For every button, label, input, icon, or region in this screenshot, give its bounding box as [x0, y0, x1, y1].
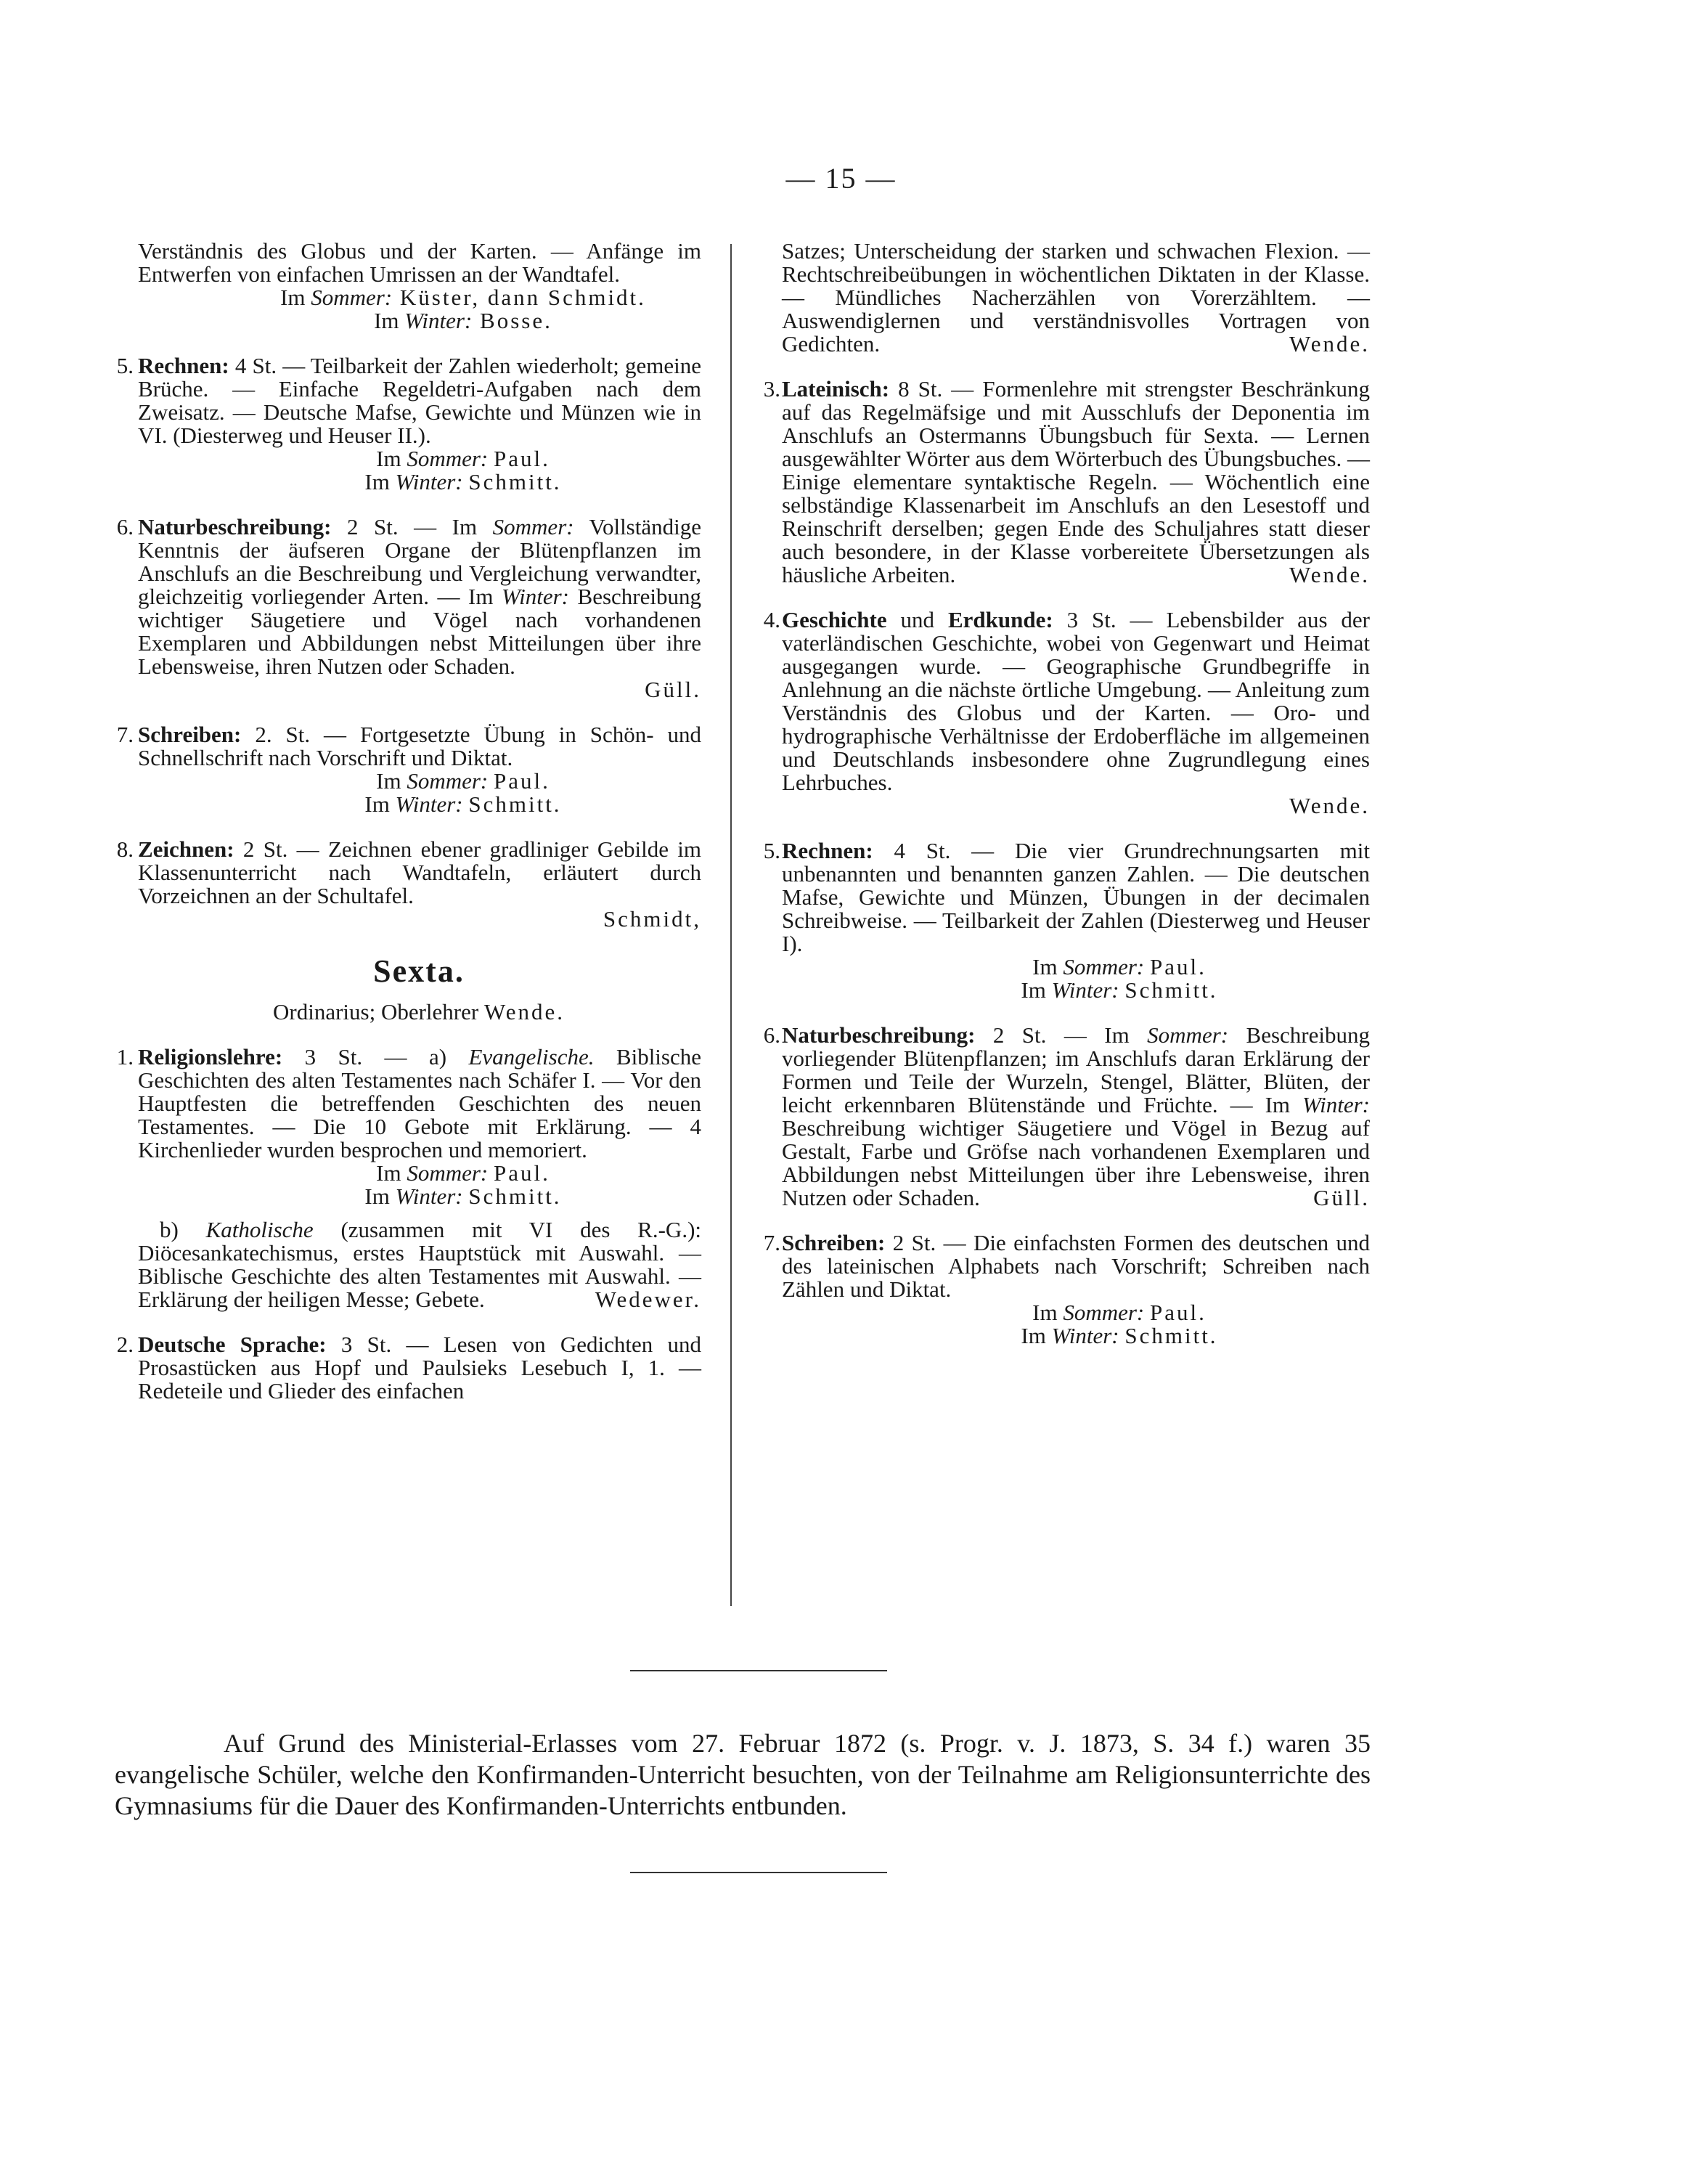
im-label: Im: [376, 446, 407, 471]
item-body: 2 St. — Im: [975, 1022, 1148, 1048]
item-text: [782, 1231, 1370, 1301]
sommer-label: Sommer:: [1063, 1300, 1145, 1325]
intro-winter-line: [138, 309, 701, 333]
item-body: 8 St. — Formenlehre mit strengster Beschränkung auf das Regelmäfsige und mit Ausschlufs der Deponentia im Anschlufs an Ostermanns Übungsbuch für Sexta. — Lernen ausgewählter Wörter aus dem Wörterbuch des Übungsbuches. — Einige elementare syntaktische Regeln. — Wöchentlich eine selbständige Klassenarbeit im Anschlufs an den Lesestoff und Reinschrift derselben; gegen Ende des Schuljahres statt dieser auch besondere, in der Klasse vorbereitete Übersetzungen als häusliche Arbeiten.: [782, 376, 1370, 587]
sommer-label: Sommer:: [407, 768, 489, 794]
section-title: Sexta.: [373, 953, 465, 989]
subject-heading: Rechnen:: [782, 838, 873, 863]
sommer-line: [782, 956, 1370, 979]
im-label: Im: [376, 1160, 407, 1186]
item-number: 5.: [763, 838, 780, 863]
item-body: 3 St. — a): [282, 1044, 469, 1069]
teacher-name: Schmitt.: [468, 1183, 562, 1209]
item-number: 7.: [116, 722, 134, 747]
sommer-label: Sommer:: [1063, 954, 1145, 979]
im-label: Im: [1032, 954, 1064, 979]
item-body: 4 St. — Teilbarkeit der Zahlen wiederholt; gemeine Brüche. — Einfache Regeldetri-Aufgaben nach dem Zweisatz. — Deutsche Mafse, Gewichte und Münzen wie in VI. (Diesterweg und Heuser II.).: [138, 353, 701, 448]
item-body: 3 St. — Lebensbilder aus der vaterländischen Geschichte, wobei von Gegenwart und Heimat ausgegangen wurde. — Geographische Grundbegriffe in Anlehnung an die nächste örtliche Umgebung. — Anleitung zum Verständnis des Globus und der Karten. — Oro- und hydrographische Verhältnisse der Erdoberfläche im allgemeinen und Deutschlands insbesondere ohne Zugrundlegung eines Lehrbuches.: [782, 607, 1370, 795]
subject-heading: Deutsche Sprache:: [138, 1332, 327, 1357]
item-body: (zusammen mit VI des R.-G.): Diöcesankatechismus, erstes Hauptstück mit Auswahl. — Biblische Geschichte des alten Testamentes mit Auswahl. — Erklärung der heiligen Messe; Gebete.: [138, 1217, 702, 1312]
sommer-line: [138, 770, 701, 793]
item-text: [138, 838, 701, 908]
subject-heading: Schreiben:: [138, 722, 242, 747]
im-label: Im: [374, 308, 405, 333]
teacher-name: Schmitt.: [1124, 1323, 1218, 1348]
list-item-geschichte-erdkunde: [759, 608, 1370, 818]
ordinarius-line: [115, 1001, 701, 1024]
list-item-religionslehre: [115, 1046, 701, 1311]
sommer-label: Sommer:: [311, 285, 393, 310]
winter-label: Winter:: [404, 308, 473, 333]
item-number: 8.: [116, 836, 134, 862]
teacher-name: Wende.: [1289, 562, 1370, 587]
winter-label: Winter:: [395, 469, 463, 494]
im-label: Im: [364, 1183, 396, 1209]
item-text: [138, 516, 701, 678]
section-divider-top: [630, 1670, 887, 1671]
right-column: [759, 240, 1370, 1348]
list-item-schreiben: [115, 723, 701, 816]
teacher-name: Wende.: [1289, 331, 1370, 356]
sommer-label: Sommer:: [492, 514, 574, 539]
teacher-name: Schmitt.: [468, 469, 562, 494]
teacher-name: Bosse.: [472, 308, 552, 333]
winter-line: [138, 793, 701, 816]
sommer-line: [138, 447, 701, 470]
item-body: Beschreibung wichtiger Säugetiere und Vögel nach vorhandenen Exemplaren und Abbildungen nebst Mitteilungen über ihre Lebensweise, ihren Nutzen oder Schaden.: [138, 584, 701, 679]
item-body: 2 St. — Zeichnen ebener gradliniger Gebilde im Klassenunterricht nach Wandtafeln, erläutert durch Vorzeichnen an der Schultafel.: [138, 836, 701, 908]
teacher-name: Paul.: [493, 1160, 550, 1186]
item-text: [138, 1333, 701, 1403]
teacher-name: Schmitt.: [1124, 977, 1218, 1003]
teacher-name: Güll.: [1313, 1185, 1370, 1210]
im-label: Im: [1032, 1300, 1064, 1325]
list-item-lateinisch: [759, 378, 1370, 587]
teacher-name: Paul.: [493, 768, 550, 794]
sommer-line: [782, 1301, 1370, 1324]
item-text: [138, 354, 701, 447]
im-label: Im: [1021, 977, 1052, 1003]
winter-label: Winter:: [502, 584, 569, 609]
item-body: Vollständige Kenntnis der äufseren Organe der Blütenpflanzen im Anschlufs an die Beschreibung und Vergleichung verwandter, gleichzeitig vorliegender Arten. — Im: [138, 514, 701, 609]
list-item-naturbeschreibung: [115, 516, 701, 701]
left-column: [115, 240, 701, 1403]
subject-heading: Naturbeschreibung:: [138, 514, 332, 539]
sommer-label: Sommer:: [407, 1160, 489, 1186]
item-text: [138, 723, 701, 770]
item-body: 2 St. — Die einfachsten Formen des deutschen und des lateinischen Alphabets nach Vorschrift; Schreiben nach Zählen und Diktat.: [782, 1230, 1370, 1302]
sommer-label: Sommer:: [407, 446, 489, 471]
im-label: Im: [376, 768, 407, 794]
italic-term: Evangelische.: [468, 1044, 595, 1069]
item-text: [782, 608, 1370, 794]
item-number: 2.: [116, 1332, 134, 1357]
column-divider: [730, 244, 732, 1606]
im-label: Im: [364, 469, 396, 494]
item-number: 1.: [116, 1044, 134, 1069]
im-label: Im: [1021, 1323, 1052, 1348]
item-body: Biblische Geschichten des alten Testamentes nach Schäfer I. — Vor den Hauptfesten die betreffenden Geschichten des neuen Testamentes. — Die 10 Gebote mit Erklärung. — 4 Kirchenlieder wurden besprochen und memoriert.: [138, 1044, 701, 1162]
item-text: [782, 378, 1370, 587]
item-number: 4.: [763, 607, 780, 632]
footnote: [115, 1728, 1371, 1822]
footnote-text: Auf Grund des Ministerial-Erlasses vom 27. Februar 1872 (s. Progr. v. J. 1873, S. 34 f.) waren 35 evangelische Schüler, welche den Konfirmanden-Unterricht besuchten, von der Teilnahme am Religionsunterrichte des Gymnasiums für die Dauer des Konfirmanden-Unterrichts entbunden.: [115, 1729, 1371, 1820]
item-number: 7.: [763, 1230, 780, 1255]
item-number: 6.: [763, 1022, 780, 1048]
winter-line: [782, 1324, 1370, 1348]
teacher-name: Paul.: [1149, 1300, 1207, 1325]
teacher-name: Schmidt,: [603, 906, 701, 932]
item-number: 6.: [116, 514, 134, 539]
sommer-label: Sommer:: [1147, 1022, 1229, 1048]
subject-heading: Naturbeschreibung:: [782, 1022, 976, 1048]
teacher-name: Güll.: [645, 677, 701, 702]
winter-line: [138, 470, 701, 494]
winter-label: Winter:: [395, 1183, 463, 1209]
teacher-name: Wende.: [483, 999, 565, 1024]
list-item-schreiben-sexta: [759, 1231, 1370, 1348]
list-item-rechnen-sexta: [759, 839, 1370, 1002]
teacher-name: Wedewer.: [595, 1287, 701, 1312]
intro-continuation: [115, 240, 701, 333]
section-divider-bottom: [630, 1872, 887, 1873]
ordinarius-label: Ordinarius; Oberlehrer: [273, 999, 484, 1024]
im-label: Im: [364, 791, 396, 817]
item-number: 5.: [116, 353, 134, 378]
item-body: Beschreibung vorliegender Blütenpflanzen; im Anschlufs daran Erklärung der Formen und Teile der Wurzeln, Stengel, Blätter, Blüten, der leicht erkennbaren Blütenstände und Früchte. — Im: [782, 1022, 1370, 1117]
teacher-name: Paul.: [1149, 954, 1207, 979]
continuation-deutsch: [759, 240, 1370, 356]
item-body: Beschreibung wichtiger Säugetiere und Vögel in Bezug auf Gestalt, Farbe und Gröfse nach vorhandenen Exemplaren und Abbildungen nebst Mitteilungen über ihre Lebensweise, ihren Nutzen oder Schaden.: [782, 1115, 1370, 1210]
intro-text: Verständnis des Globus und der Karten. — Anfänge im Entwerfen von einfachen Umrissen an der Wandtafel.: [138, 238, 701, 287]
item-text: [782, 839, 1370, 956]
item-body: 2 St. — Im: [331, 514, 493, 539]
subject-heading: Lateinisch:: [782, 376, 890, 402]
subject-heading: Rechnen:: [138, 353, 229, 378]
list-item-naturbeschreibung-sexta: [759, 1024, 1370, 1210]
im-label: Im: [280, 285, 311, 310]
teacher-name: Schmitt.: [468, 791, 562, 817]
item-text: [138, 1046, 701, 1162]
italic-term: Katholische: [205, 1217, 314, 1242]
list-item-zeichnen: [115, 838, 701, 931]
teacher-name: Paul.: [493, 446, 550, 471]
list-item-rechnen: [115, 354, 701, 494]
item-body: 3 St. — Lesen von Gedichten und Prosastücken aus Hopf und Paulsieks Lesebuch I, 1. — Redeteile und Glieder des einfachen: [138, 1332, 701, 1403]
item-body: und: [886, 607, 948, 632]
page-number: — 15 —: [785, 162, 897, 195]
winter-line: [138, 1185, 701, 1208]
subject-heading: Zeichnen:: [138, 836, 234, 862]
item-text: Satzes; Unterscheidung der starken und schwachen Flexion. — Rechtschreibeübungen in wöchentlichen Diktaten in der Klasse. — Mündliches Nacherzählen von Vorerzähltem. — Auswendiglernen und verständnisvolles Vortragen von Gedichten.: [782, 238, 1370, 356]
list-item-deutsche-sprache: [115, 1333, 701, 1403]
teacher-name: Küster, dann Schmidt.: [392, 285, 646, 310]
item-text: [782, 1024, 1370, 1210]
intro-sommer-line: [138, 286, 701, 309]
subject-heading: Geschichte: [782, 607, 887, 632]
sommer-line: [138, 1162, 701, 1185]
item-number: 3.: [763, 376, 780, 402]
subject-heading: Schreiben:: [782, 1230, 886, 1255]
winter-label: Winter:: [1051, 977, 1119, 1003]
winter-label: Winter:: [1051, 1323, 1119, 1348]
winter-label: Winter:: [1302, 1092, 1370, 1117]
subject-heading: Religionslehre:: [138, 1044, 283, 1069]
subject-heading: Erdkunde:: [947, 607, 1053, 632]
winter-label: Winter:: [395, 791, 463, 817]
item-body: b): [160, 1217, 206, 1242]
winter-line: [782, 979, 1370, 1002]
item-body: 2. St. — Fortgesetzte Übung in Schön- und Schnellschrift nach Vorschrift und Diktat.: [138, 722, 701, 770]
item-body: 4 St. — Die vier Grundrechnungsarten mit unbenannten und benannten ganzen Zahlen. — Die deutschen Mafse, Gewichte und Münzen, Übungen in der decimalen Schreibweise. — Teilbarkeit der Zahlen (Diesterweg und Heuser I).: [782, 838, 1370, 956]
teacher-name: Wende.: [1289, 793, 1370, 818]
